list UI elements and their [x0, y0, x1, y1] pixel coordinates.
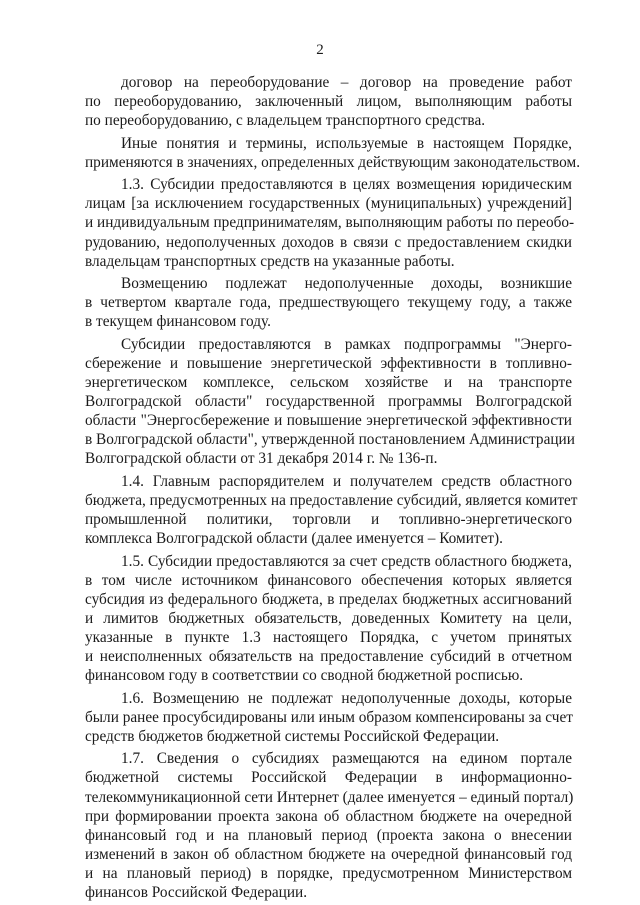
text-line: и неисполненных обязательств на предоставление субсидий в отчетном — [85, 648, 572, 666]
text-line: договор на переоборудование – договор на проведение работ — [121, 74, 572, 91]
text-line: телекоммуникационной сети Интернет (далее именуется – единый портал) — [85, 788, 574, 806]
text-line: в том числе источником финансового обеспечения которых является — [85, 571, 572, 589]
text-line: бюджетной системы Российской Федерации в информационно- — [85, 769, 572, 787]
text-line: 1.7. Сведения о субсидиях размещаются на едином портале — [121, 750, 572, 768]
text-line: субсидия из федерального бюджета, в пределах бюджетных ассигнований — [85, 590, 572, 608]
text-line: Субсидии предоставляются в рамках подпрограммы "Энерго- — [121, 335, 572, 353]
text-line: Иные понятия и термины, используемые в настоящем Порядке, — [121, 134, 572, 152]
text-line: финансов Российской Федерации. — [85, 883, 308, 901]
text-line: 1.6. Возмещению не подлежат недополученные доходы, которые — [121, 689, 572, 707]
text-line: лицам [за исключением государственных (муниципальных) учреждений] — [85, 195, 572, 213]
page-number: 2 — [316, 42, 324, 58]
text-line: средств бюджетов бюджетной системы Российской Федерации. — [85, 727, 500, 745]
text-line: указанные в пункте 1.3 настоящего Порядка, с учетом принятых — [85, 628, 572, 646]
text-line: Волгоградской области" государственной программы Волгоградской — [85, 393, 572, 411]
paragraph — [85, 749, 572, 902]
text-line: в четвертом квартале года, предшествующего текущему году, а также — [85, 294, 572, 312]
text-line: и лимитов бюджетных обязательств, доведенных Комитету на цели, — [85, 609, 572, 627]
text-line: применяются в значениях, определенных действующим законодательством. — [85, 153, 581, 171]
text-line: 1.3. Субсидии предоставляются в целях возмещения юридическим — [121, 176, 572, 194]
text-line: в текущем финансовом году. — [85, 313, 271, 331]
text-line: Волгоградской области от 31 декабря 2014 г. № 136-п. — [85, 450, 438, 468]
text-line: промышленной политики, торговли и топливно-энергетического — [85, 511, 572, 529]
text-line: финансовый год и на плановый период (проекта закона о внесении — [85, 826, 572, 844]
paragraph — [85, 472, 578, 548]
text-line: Возмещению подлежат недополученные доходы, возникшие — [121, 275, 572, 293]
text-line: при формировании проекта закона об областном бюджете на очередной — [85, 807, 572, 825]
paragraph — [85, 689, 572, 746]
text-line: и индивидуальным предпринимателям, выполняющим работы по переобо- — [85, 214, 575, 232]
text-line: комплекса Волгоградской области (далее именуется – Комитет). — [85, 530, 503, 548]
document-body — [85, 73, 581, 905]
text-line: финансовом году в соответствии со сводной бюджетной росписью. — [85, 667, 524, 685]
paragraph — [85, 175, 575, 270]
text-line: рудованию, недополученных доходов в связи с предоставлением скидки — [85, 233, 572, 251]
text-line: в Волгоградской области", утвержденной постановлением Администрации — [85, 431, 575, 449]
paragraph — [85, 73, 572, 130]
paragraph — [85, 274, 572, 331]
text-line: 1.4. Главным распорядителем и получателем средств областного — [121, 472, 572, 490]
paragraph — [85, 335, 575, 469]
text-line: владельцам транспортных средств на указанные работы. — [85, 252, 455, 270]
text-line: и на плановый период) в порядке, предусмотренном Министерством — [85, 864, 572, 882]
text-line: области "Энергосбережение и повышение энергетической эффективности — [85, 412, 572, 430]
text-line: по переоборудованию, с владельцем транспортного средства. — [85, 112, 486, 130]
text-line: энергетическом комплексе, сельском хозяйстве и на транспорте — [85, 373, 572, 391]
text-line: по переоборудованию, заключенный лицом, выполняющим работы — [85, 93, 572, 111]
paragraph — [85, 134, 581, 172]
text-line: были ранее просубсидированы или иным образом компенсированы за счет — [85, 708, 573, 726]
text-line: бюджета, предусмотренных на предоставление субсидий, является комитет — [85, 491, 578, 509]
text-line: 1.5. Субсидии предоставляются за счет средств областного бюджета, — [121, 552, 572, 570]
text-line: сбережение и повышение энергетической эффективности в топливно- — [85, 354, 572, 372]
text-line: изменений в закон об областном бюджете на очередной финансовый год — [85, 845, 572, 863]
paragraph — [85, 552, 572, 686]
